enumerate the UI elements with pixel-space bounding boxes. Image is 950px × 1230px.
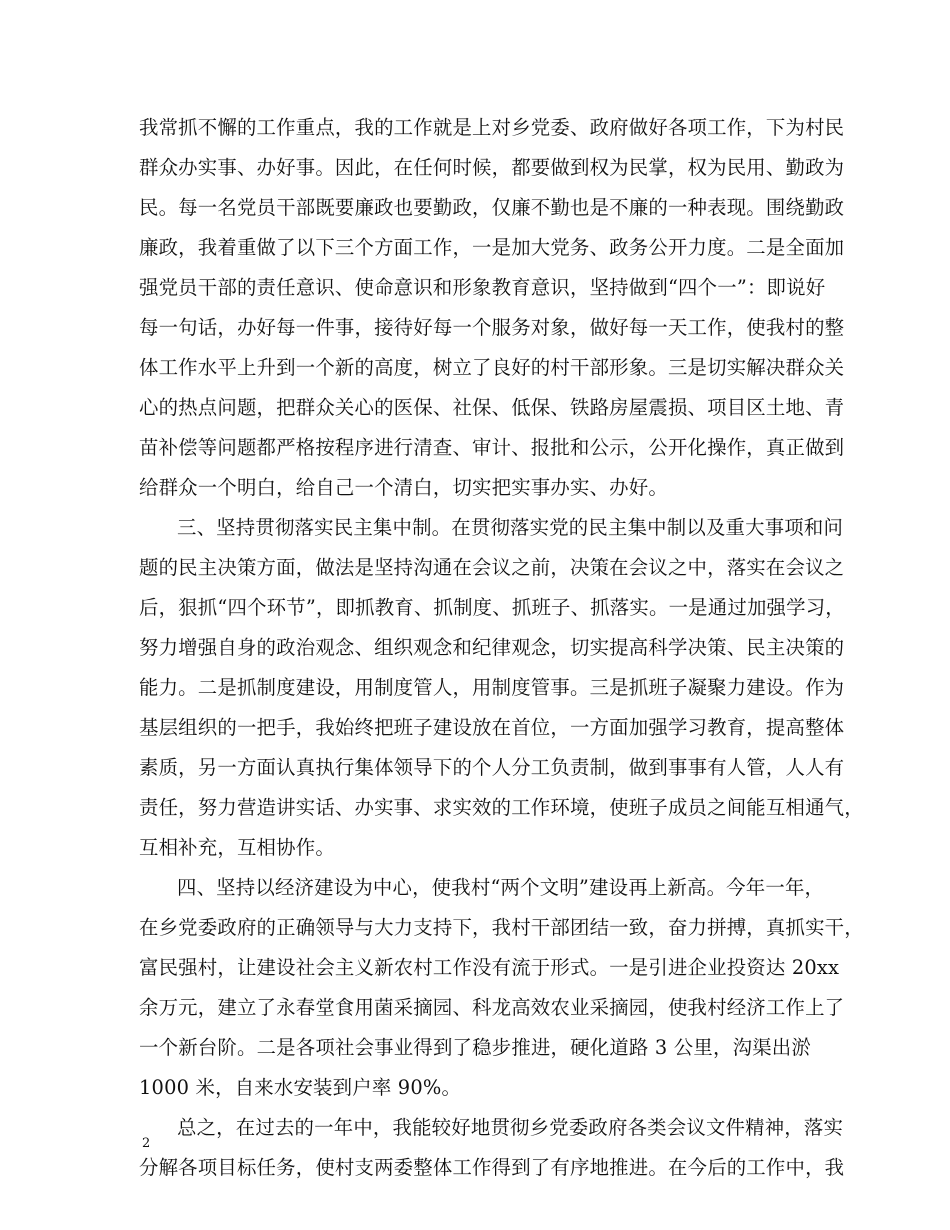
text-line: 后，狠抓“四个环节”，即抓教育、抓制度、抓班子、抓落实。一是通过加强学习， [139,596,845,619]
document-body [139,108,864,1188]
text-line: 1000 米，自来水安装到户率 90%。 [139,1076,462,1099]
text-line: 能力。二是抓制度建设，用制度管人，用制度管事。三是抓班子凝聚力建设。作为 [139,676,845,699]
text-line: 体工作水平上升到一个新的高度，树立了良好的村干部形象。三是切实解决群众关 [139,356,845,379]
text-line: 分解各项目标任务，使村支两委整体工作得到了有序地推进。在今后的工作中，我 [139,1156,845,1179]
paragraph [139,868,864,1108]
text-line: 强党员干部的责任意识、使命意识和形象教育意识，坚持做到“四个一”：即说好 [139,276,826,299]
text-line: 给群众一个明白，给自己一个清白，切实把实事办实、办好。 [139,476,668,499]
text-line: 努力增强自身的政治观念、组织观念和纪律观念，切实提高科学决策、民主决策的 [139,636,845,659]
text-line: 富民强村，让建设社会主义新农村工作没有流于形式。一是引进企业投资达 20xx [139,956,840,979]
text-line: 苗补偿等问题都严格按程序进行清查、审计、报批和公示，公开化操作，真正做到 [139,436,845,459]
text-line: 每一句话，办好每一件事，接待好每一个服务对象，做好每一天工作，使我村的整 [139,316,845,339]
paragraph [139,508,864,868]
paragraph [139,108,845,508]
text-line: 责任，努力营造讲实话、办实事、求实效的工作环境，使班子成员之间能互相通气， [139,796,864,819]
text-line: 我常抓不懈的工作重点，我的工作就是上对乡党委、政府做好各项工作，下为村民 [139,116,845,139]
text-line: 在乡党委政府的正确领导与大力支持下，我村干部团结一致，奋力拼搏，真抓实干， [139,916,864,939]
text-line: 基层组织的一把手，我始终把班子建设放在首位，一方面加强学习教育，提高整体 [139,716,845,739]
text-line: 一个新台阶。二是各项社会事业得到了稳步推进，硬化道路 3 公里，沟渠出淤 [139,1036,811,1059]
text-line: 余万元，建立了永春堂食用菌采摘园、科龙高效农业采摘园，使我村经济工作上了 [139,996,845,1019]
text-line: 廉政，我着重做了以下三个方面工作，一是加大党务、政务公开力度。二是全面加 [139,236,845,259]
text-line: 三、坚持贯彻落实民主集中制。在贯彻落实党的民主集中制以及重大事项和问 [177,516,844,539]
text-line: 总之，在过去的一年中，我能较好地贯彻乡党委政府各类会议文件精神，落实 [177,1116,844,1139]
page-number: 2 [142,1136,151,1151]
text-line: 素质，另一方面认真执行集体领导下的个人分工负责制，做到事事有人管，人人有 [139,756,845,779]
text-line: 民。每一名党员干部既要廉政也要勤政，仅廉不勤也是不廉的一种表现。围绕勤政 [139,196,845,219]
text-line: 四、坚持以经济建设为中心，使我村“两个文明”建设再上新高。今年一年， [177,876,825,899]
text-line: 题的民主决策方面，做法是坚持沟通在会议之前，决策在会议之中，落实在会议之 [139,556,845,579]
text-line: 心的热点问题，把群众关心的医保、社保、低保、铁路房屋震损、项目区土地、青 [139,396,845,419]
text-line: 互相补充，互相协作。 [139,836,335,859]
paragraph [139,1108,845,1188]
text-line: 群众办实事、办好事。因此，在任何时候，都要做到权为民掌，权为民用、勤政为 [139,156,845,179]
